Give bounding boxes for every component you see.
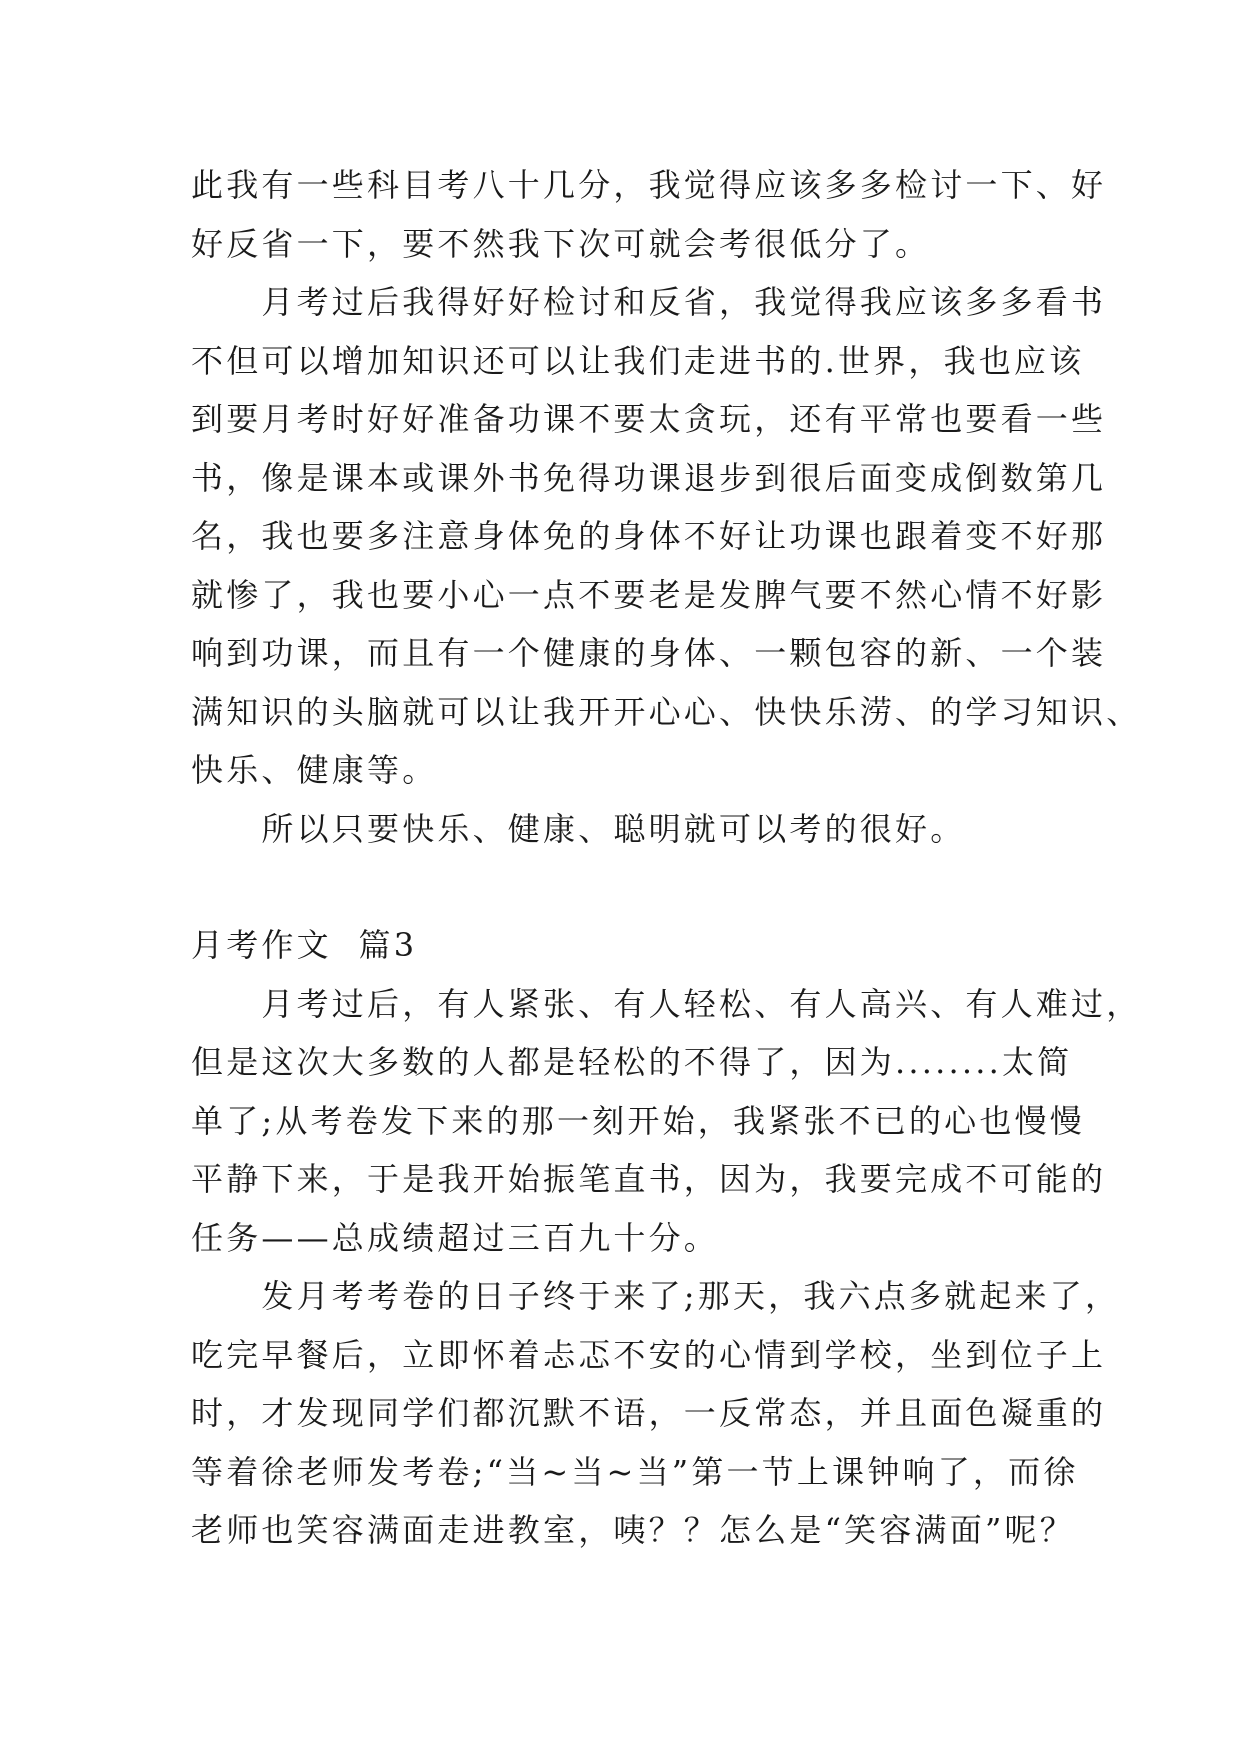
text-line: 单了;从考卷发下来的那一刻开始，我紧张不已的心也慢慢 [191, 1101, 1085, 1140]
text-line: 就惨了，我也要小心一点不要老是发脾气要不然心情不好影 [191, 575, 1107, 614]
paragraph-2 [191, 273, 1142, 800]
text-line: 月考过后，有人紧张、有人轻松、有人高兴、有人难过， [191, 984, 1142, 1023]
text-line: 不但可以增加知识还可以让我们走进书的.世界，我也应该 [191, 341, 1085, 380]
text-line: 老师也笑容满面走进教室，咦？？怎么是“笑容满面”呢？ [191, 1511, 1075, 1549]
text-line: 月考过后我得好好检讨和反省，我觉得我应该多多看书 [191, 283, 1107, 321]
section-heading-text: 月考作文 篇3 [191, 926, 418, 964]
paragraph-1 [191, 156, 1107, 273]
text-line: 快乐、健康等。 [191, 751, 438, 789]
text-line: 发月考考卷的日子终于来了;那天，我六点多就起来了， [191, 1277, 1121, 1315]
text-line: 书，像是课本或课外书免得功课退步到很后面变成倒数第几 [191, 458, 1107, 497]
text-line: 平静下来，于是我开始振笔直书，因为，我要完成不可能的 [191, 1160, 1107, 1198]
section-heading [191, 916, 1071, 975]
paragraph-5 [191, 1267, 1121, 1560]
document-body [191, 156, 1142, 1560]
text-line: 所以只要快乐、健康、聪明就可以考的很好。 [191, 809, 966, 848]
text-line: 满知识的头脑就可以让我开开心心、快快乐涝、的学习知识、 [191, 692, 1142, 731]
text-line: 名，我也要多注意身体免的身体不好让功课也跟着变不好那 [191, 517, 1107, 555]
text-line: 到要月考时好好准备功课不要太贪玩，还有平常也要看一些 [191, 400, 1107, 438]
paragraph-4 [191, 975, 1142, 1268]
text-line: 任务——总成绩超过三百九十分。 [191, 1218, 720, 1257]
text-line: 时，才发现同学们都沉默不语，一反常态，并且面色凝重的 [191, 1394, 1107, 1432]
text-line: 等着徐老师发考卷;“当~当~当”第一节上课钟响了，而徐 [191, 1452, 1079, 1491]
text-line: 吃完早餐后，立即怀着忐忑不安的心情到学校，坐到位子上 [191, 1335, 1107, 1374]
text-line: 好反省一下，要不然我下次可就会考很低分了。 [191, 224, 931, 263]
paragraph-3 [191, 800, 1071, 859]
text-line: 此我有一些科目考八十几分，我觉得应该多多检讨一下、好 [191, 166, 1107, 204]
text-line: 但是这次大多数的人都是轻松的不得了，因为........太简 [191, 1043, 1073, 1081]
text-line: 响到功课，而且有一个健康的身体、一颗包容的新、一个装 [191, 634, 1107, 672]
